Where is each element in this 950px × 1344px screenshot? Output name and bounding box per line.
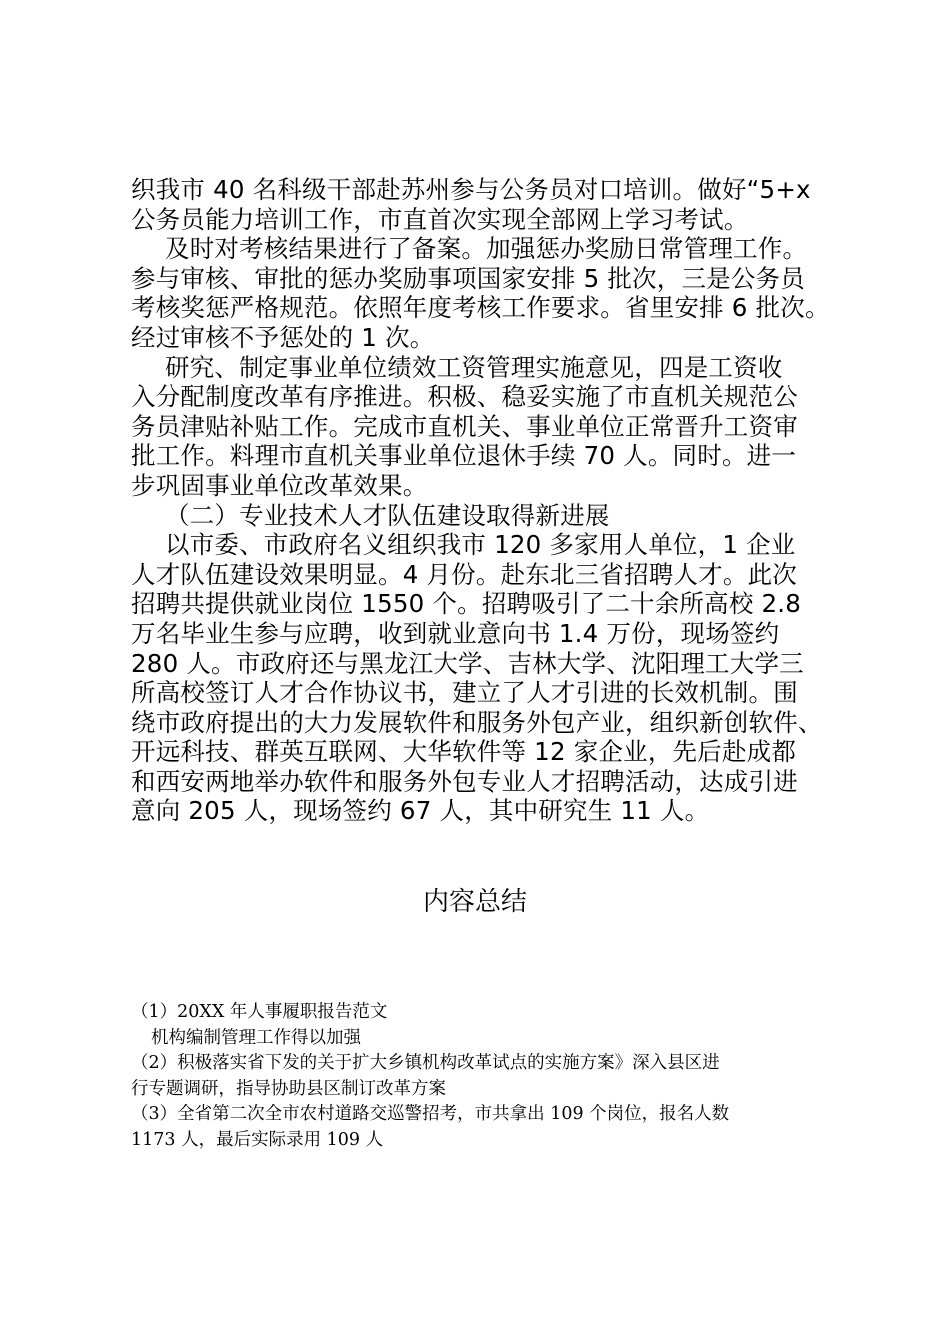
paragraph-line: 经过审核不予惩处的 1 次。 bbox=[131, 322, 435, 352]
paragraph-line: 务员津贴补贴工作。完成市直机关、事业单位正常晋升工资审 bbox=[131, 411, 798, 441]
summary-list bbox=[131, 1000, 851, 1153]
summary-line: （3）全省第二次全市农村道路交巡警招考，市共拿出 109 个岗位，报名人数 bbox=[131, 1104, 730, 1124]
section-heading: （二）专业技术人才队伍建设取得新进展 bbox=[165, 500, 610, 530]
paragraph-line: 280 人。市政府还与黑龙江大学、吉林大学、沈阳理工大学三 bbox=[131, 648, 804, 678]
paragraph-line: 以市委、市政府名义组织我市 120 多家用人单位，1 企业 bbox=[165, 530, 796, 560]
summary-line: 1173 人，最后实际录用 109 人 bbox=[131, 1129, 384, 1150]
body-text bbox=[131, 175, 851, 826]
summary-line: 机构编制管理工作得以加强 bbox=[151, 1027, 361, 1048]
paragraph-line: 招聘共提供就业岗位 1550 个。招聘吸引了二十余所高校 2.8 bbox=[131, 589, 802, 619]
paragraph-line: 考核奖惩严格规范。依照年度考核工作要求。省里安排 6 批次。 bbox=[131, 293, 830, 323]
paragraph-line: 参与审核、审批的惩办奖励事项国家安排 5 批次，三是公务员 bbox=[131, 263, 805, 293]
summary-title: 内容总结 bbox=[422, 887, 527, 917]
paragraph-line: 公务员能力培训工作，市直首次实现全部网上学习考试。 bbox=[131, 204, 749, 234]
paragraph-line: 绕市政府提出的大力发展软件和服务外包产业，组织新创软件、 bbox=[131, 707, 823, 737]
paragraph-line: 及时对考核结果进行了备案。加强惩办奖励日常管理工作。 bbox=[165, 234, 808, 264]
paragraph-line: 批工作。料理市直机关事业单位退休手续 70 人。同时。进一 bbox=[131, 441, 797, 471]
paragraph-line: 织我市 40 名科级干部赴苏州参与公务员对口培训。做好“5+x bbox=[131, 175, 811, 204]
paragraph-line: 入分配制度改革有序推进。积极、稳妥实施了市直机关规范公 bbox=[131, 382, 798, 412]
summary-line: 行专题调研，指导协助县区制订改革方案 bbox=[131, 1078, 446, 1099]
summary-line: （1）20XX 年人事履职报告范文 bbox=[131, 1002, 388, 1022]
paragraph-line: 所高校签订人才合作协议书，建立了人才引进的长效机制。围 bbox=[131, 678, 798, 708]
paragraph-line: 研究、制定事业单位绩效工资管理实施意见，四是工资收 bbox=[165, 352, 783, 382]
paragraph-line: 人才队伍建设效果明显。4 月份。赴东北三省招聘人才。此次 bbox=[131, 559, 797, 589]
paragraph-line: 万名毕业生参与应聘，收到就业意向书 1.4 万份，现场签约 bbox=[131, 618, 780, 648]
paragraph-line: 开远科技、群英互联网、大华软件等 12 家企业，先后赴成都 bbox=[131, 737, 797, 767]
summary-line: （2）积极落实省下发的关于扩大乡镇机构改革试点的实施方案》深入县区进 bbox=[131, 1053, 720, 1073]
paragraph-line: 步巩固事业单位改革效果。 bbox=[131, 470, 428, 500]
paragraph-line: 意向 205 人，现场签约 67 人，其中研究生 11 人。 bbox=[131, 796, 710, 826]
paragraph-line: 和西安两地举办软件和服务外包专业人才招聘活动，达成引进 bbox=[131, 766, 798, 796]
